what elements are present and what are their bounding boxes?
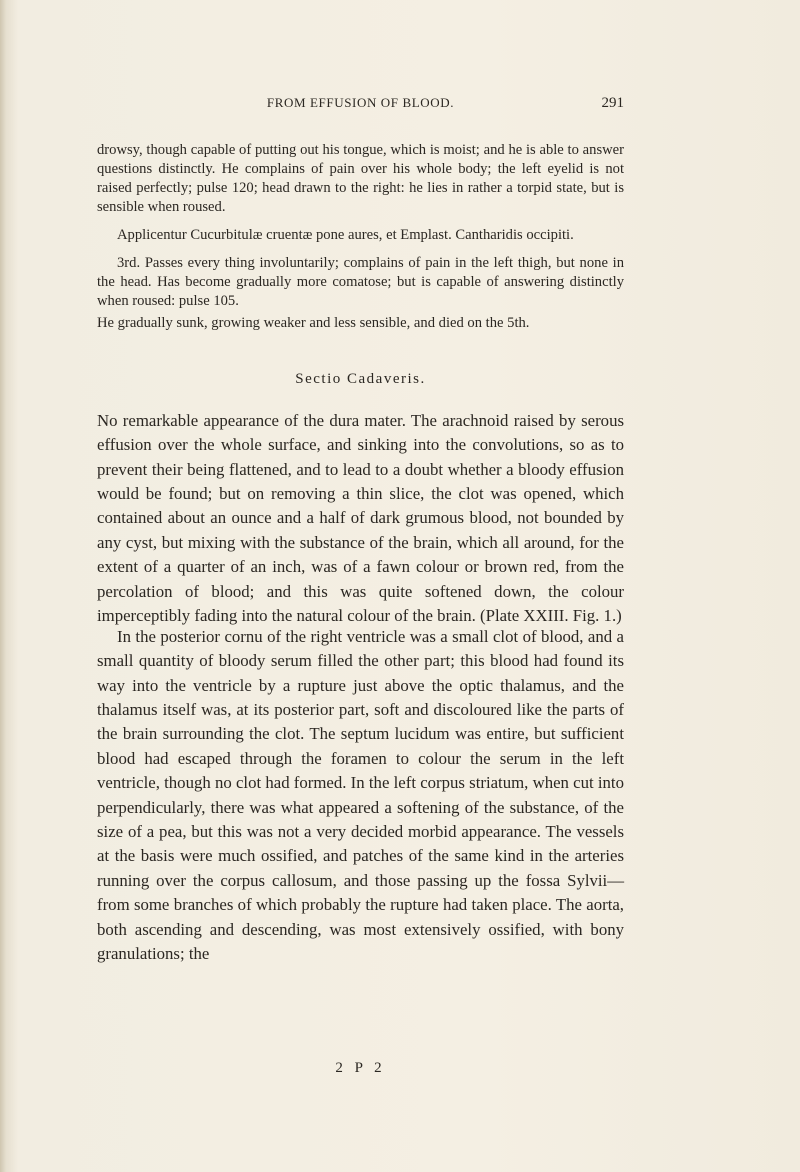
prescription-line: Applicentur Cucurbitulæ cruentæ pone aures, et Emplast. Cantharidis occipiti. [117,226,574,243]
running-head [97,95,624,115]
section-heading: Sectio Cadaveris. [295,371,426,387]
case-note-paragraph: drowsy, though capable of putting out his tongue, which is moist; and he is able to answer questions distinctly. He complains of pain over his whole body; the left eyelid is not raised perfectly; pulse 120; head drawn to the right: he lies in rather a torpid state, but is sensible when roused. [97,141,624,216]
case-note-paragraph: 3rd. Passes every thing involuntarily; complains of pain in the left thigh, but none in the head. Has become gradually more comatose; but is capable of answering distinctly when roused: pulse 105. [97,254,624,309]
body-paragraph: No remarkable appearance of the dura mater. The arachnoid raised by serous effusion over the whole surface, and sinking into the convolutions, so as to prevent their being flattened, and to lead to a doubt whether a bloody effusion would be found; but on removing a thin slice, the clot was opened, which contained about an ounce and a half of dark grumous blood, not bounded by any cyst, but mixing with the substance of the brain, which all around, for the extent of a quarter of an inch, was of a fawn colour or brown red, from the percolation of blood; and this was quite softened down, the colour imperceptibly fading into the natural colour of the brain. (Plate XXIII. Fig. 1.) [97,410,624,626]
running-head-title: FROM EFFUSION OF BLOOD. [266,95,455,110]
case-note-paragraph: He gradually sunk, growing weaker and less sensible, and died on the 5th. [97,314,530,331]
page-number: 291 [601,95,624,111]
body-paragraph: In the posterior cornu of the right ventricle was a small clot of blood, and a small quantity of bloody serum filled the other part; this blood had found its way into the ventricle by a rupture just above the optic thalamus, and the thalamus itself was, at its posterior part, soft and discoloured like the parts of the brain surrounding the clot. The septum lucidum was entire, but sufficient blood had escaped through the foramen to colour the serum in the left ventricle, though no clot had formed. In the left corpus striatum, when cut into perpendicularly, there was what appeared a softening of the substance, of the size of a pea, but this was not a very decided morbid appearance. The vessels at the basis were much ossified, and patches of the same kind in the arteries running over the corpus callosum, and those passing up the fossa Sylvii—from some branches of which probably the rupture had taken place. The aorta, both ascending and descending, was most extensively ossified, with bony granulations; the [97,626,624,964]
signature-mark: 2 P 2 [335,1060,386,1076]
